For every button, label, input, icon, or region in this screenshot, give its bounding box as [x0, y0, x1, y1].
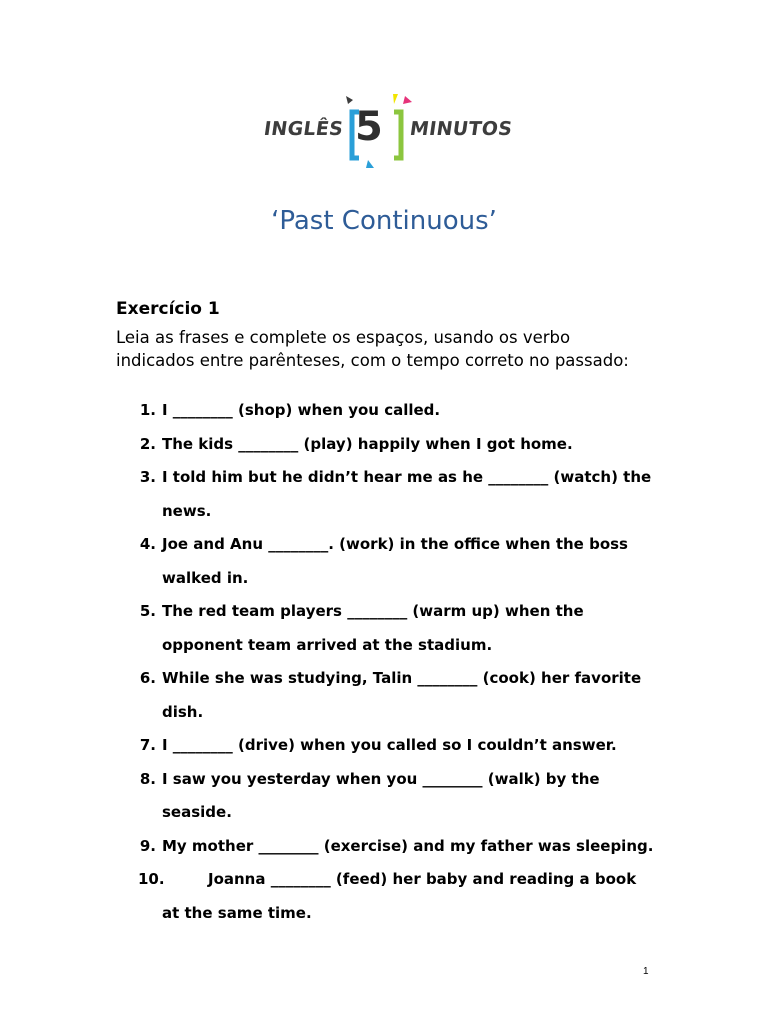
item-text-continued: dish. [162, 702, 204, 721]
instructions-line: indicados entre parênteses, com o tempo correto no passado: [116, 351, 629, 370]
item-text: I ________ (drive) when you called so I couldn’t answer. [162, 736, 617, 754]
list-item [116, 863, 676, 930]
item-text: While she was studying, Talin ________ (cook) her favorite [162, 669, 642, 687]
item-text-continued: walked in. [162, 568, 249, 587]
exercise-list [116, 394, 676, 930]
item-text: The kids ________ (play) happily when I got home. [162, 434, 573, 453]
item-text-first-line: Joanna ________ (feed) her baby and reading a book [208, 870, 637, 888]
logo-spark-dark [346, 96, 353, 104]
item-text-continued: seaside. [162, 803, 232, 821]
logo-spark-yellow [393, 94, 398, 104]
logo [262, 92, 514, 172]
list-item [116, 595, 676, 662]
logo-number: 5 [355, 104, 383, 150]
item-number: 1. [139, 401, 156, 419]
item-number: 7. [139, 736, 156, 754]
item-number: 4. [139, 535, 156, 553]
item-number: 2. [139, 434, 156, 453]
logo-word-minutos: MINUTOS [408, 118, 514, 140]
logo-spark-blue [366, 160, 374, 168]
instructions-line: Leia as frases e complete os espaços, usando os verbo [116, 328, 571, 347]
list-item [116, 763, 676, 830]
item-text-continued: opponent team arrived at the stadium. [162, 635, 493, 654]
item-text: The red team players ________ (warm up) when the [162, 602, 584, 620]
item-number: 6. [139, 669, 156, 687]
list-item [116, 428, 676, 462]
item-text-continued: at the same time. [162, 903, 312, 922]
item-text: My mother ________ (exercise) and my father was sleeping. [162, 836, 654, 855]
item-number: 9. [139, 836, 156, 855]
page-number: 1 [643, 966, 649, 977]
item-number: 3. [139, 468, 156, 486]
list-item [116, 830, 676, 864]
exercise-instructions [116, 326, 676, 372]
item-text [162, 863, 676, 897]
item-number: 8. [139, 769, 156, 788]
list-item [116, 461, 676, 528]
item-text: I told him but he didn’t hear me as he ________ (watch) the [162, 468, 652, 486]
list-item [116, 528, 676, 595]
item-number: 5. [139, 602, 156, 620]
item-text: I saw you yesterday when you ________ (walk) by the [162, 769, 600, 788]
list-item [116, 729, 676, 763]
logo-right-bracket [394, 112, 401, 158]
logo-spark-pink [403, 96, 412, 104]
item-number: 10. [138, 870, 165, 888]
logo-word-ingles: INGLÊS [262, 118, 345, 140]
list-item [116, 662, 676, 729]
page-title: ‘Past Continuous’ [271, 206, 497, 236]
item-text: I ________ (shop) when you called. [162, 401, 441, 419]
item-text-continued: news. [162, 501, 212, 520]
item-text: Joe and Anu ________. (work) in the office when the boss [162, 535, 628, 553]
list-item [116, 394, 676, 428]
exercise-heading: Exercício 1 [116, 299, 220, 319]
